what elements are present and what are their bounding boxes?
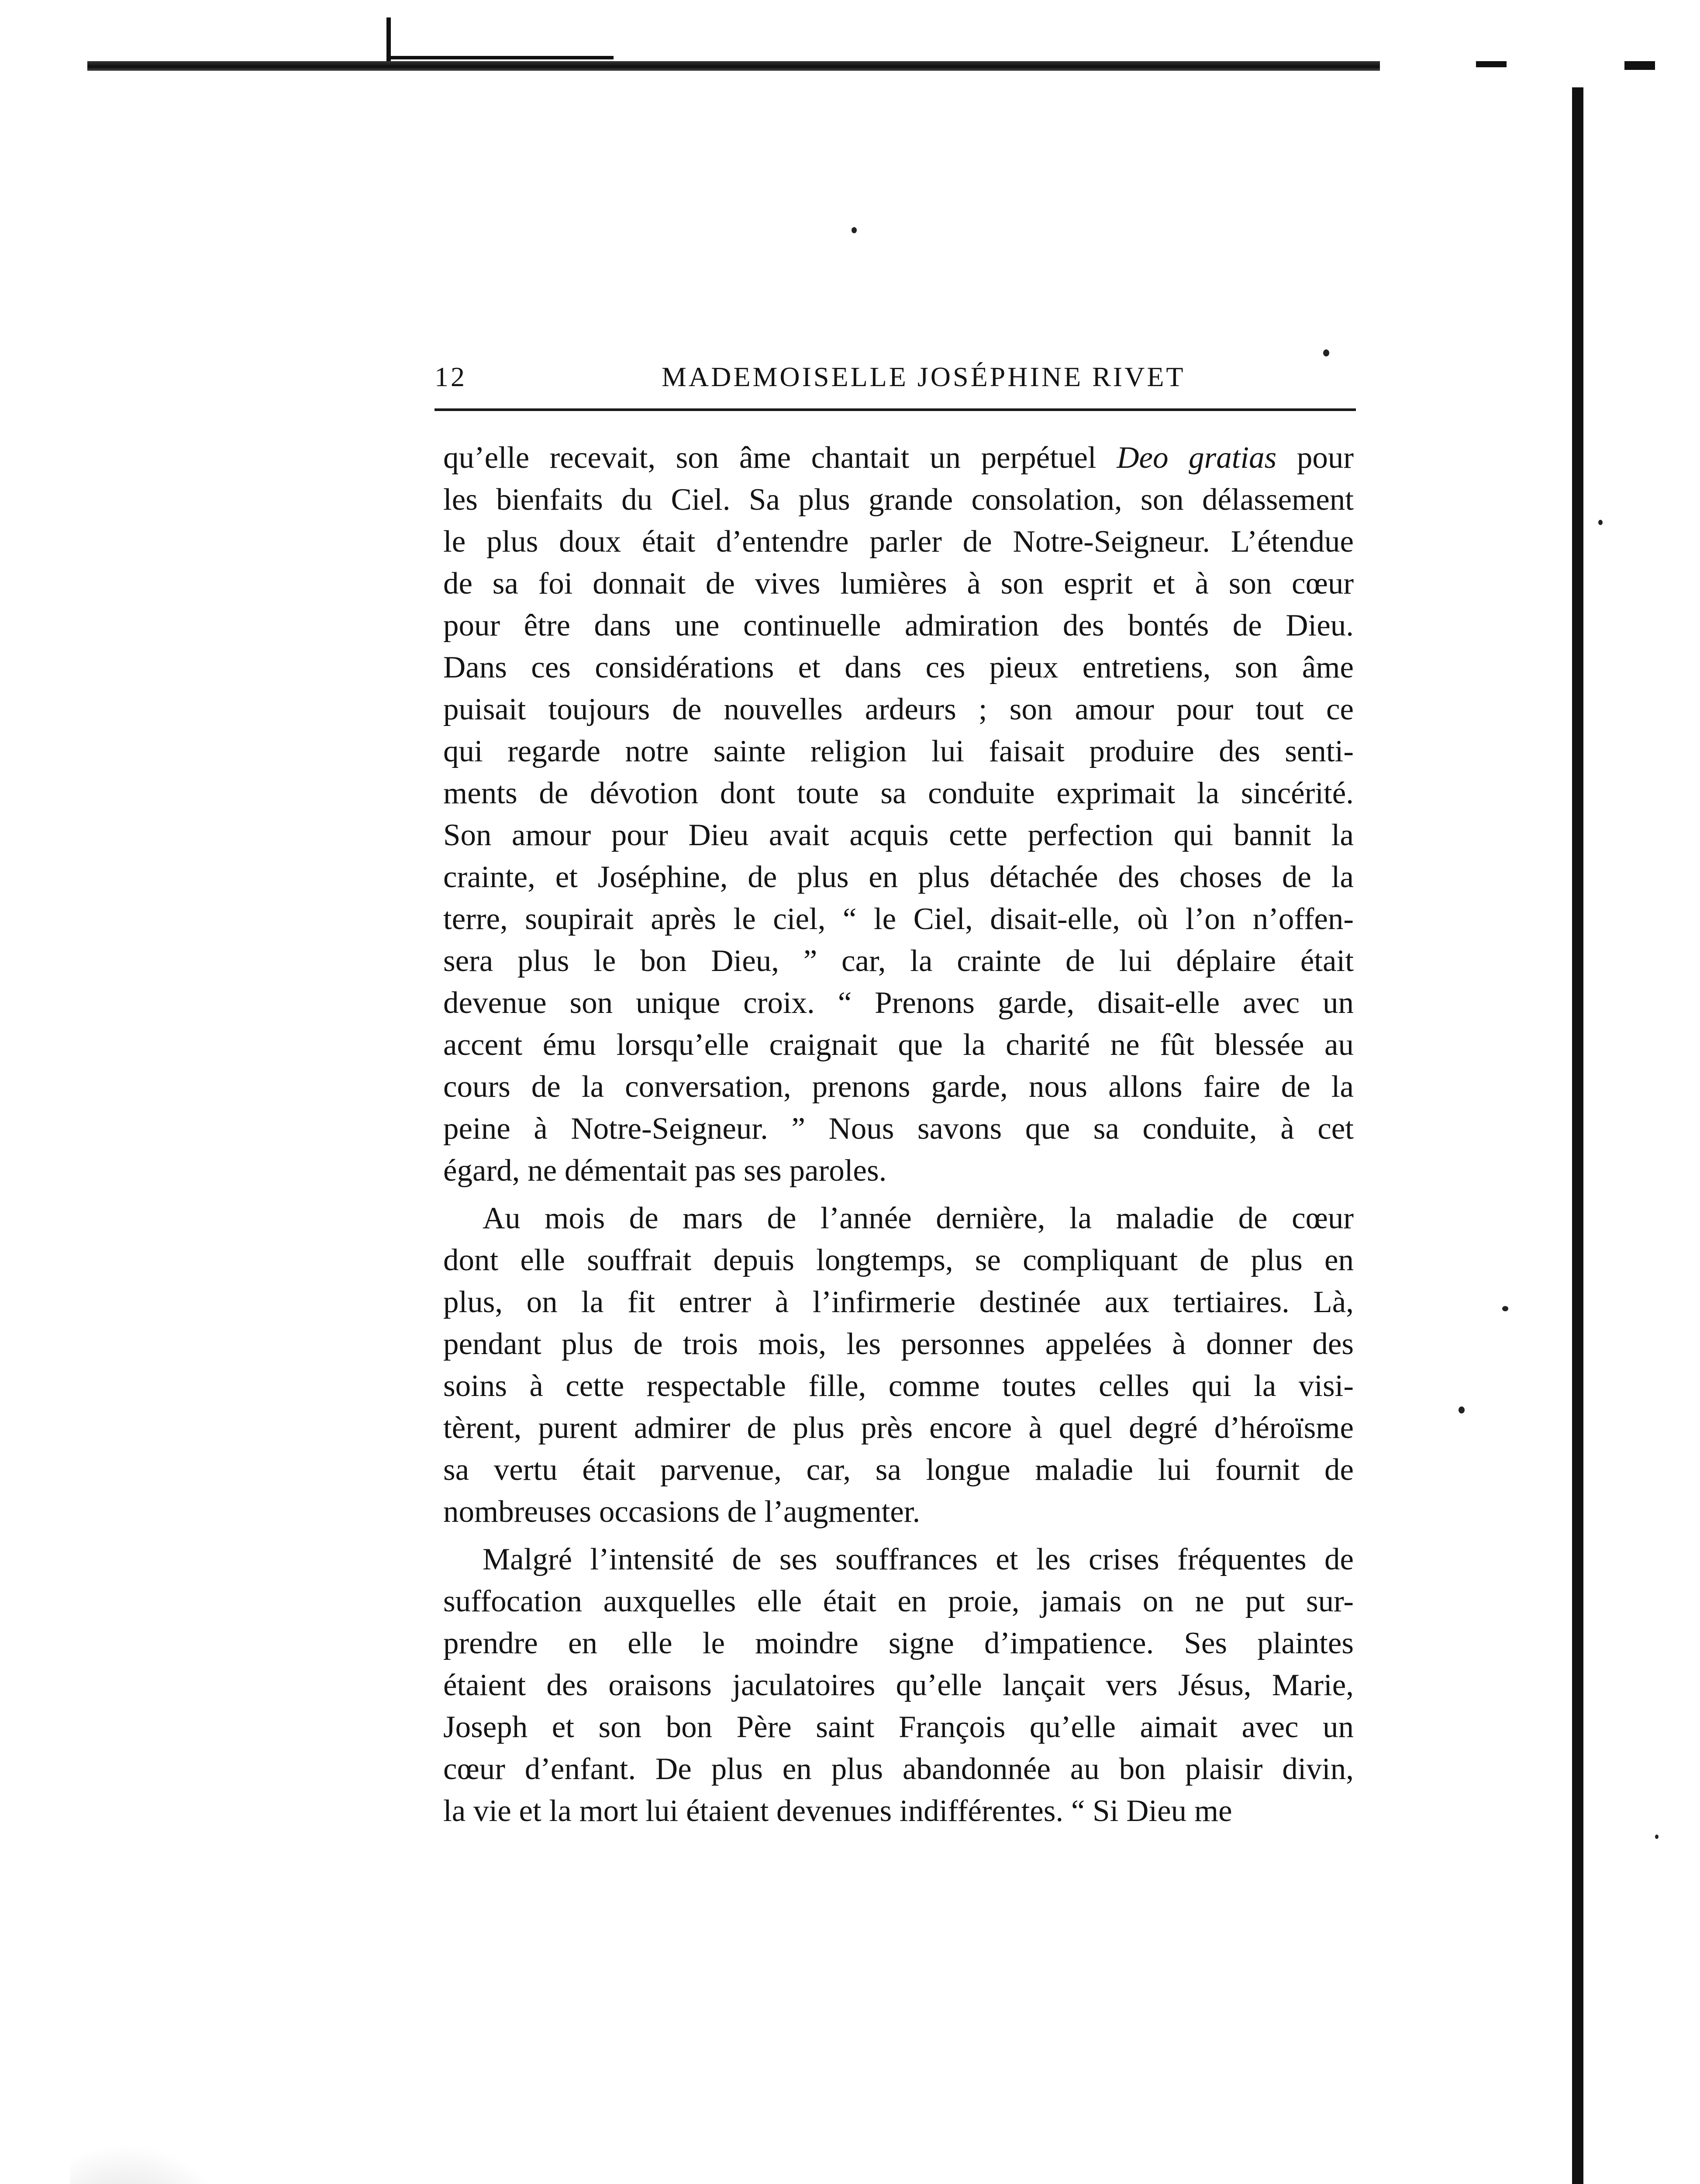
text-line: cœur d’enfant. De plus en plus abandonnée au bon plaisir divin,: [443, 1752, 1354, 1786]
scan-noise: [70, 2097, 253, 2184]
text-line: de sa foi donnait de vives lumières à son esprit et à son cœur: [443, 567, 1354, 601]
text-line: plus, on la fit entrer à l’infirmerie destinée aux tertiaires. Là,: [443, 1285, 1354, 1319]
scan-speck: [1459, 1406, 1465, 1413]
running-title: MADEMOISELLE JOSÉPHINE RIVET: [662, 361, 1186, 392]
text-line: ments de dévotion dont toute sa conduite exprimait la sincérité.: [443, 776, 1354, 810]
text-line: pour être dans une continuelle admiration des bontés de Dieu.: [443, 608, 1354, 643]
page-number: 12: [434, 361, 467, 392]
latin-phrase: Deo gratias: [1117, 441, 1277, 475]
text-line: dont elle souffrait depuis longtemps, se compliquant de plus en: [443, 1243, 1354, 1277]
scan-mark: [1476, 61, 1507, 67]
scan-speck: [1323, 349, 1329, 356]
text-line: terre, soupirait après le ciel, “ le Ciel, disait-elle, où l’on n’offen-: [443, 902, 1354, 936]
text-line: sa vertu était parvenue, car, sa longue maladie lui fournit de: [443, 1453, 1354, 1487]
text-line: Joseph et son bon Père saint François qu’elle aimait avec un: [443, 1710, 1354, 1744]
scan-border-right: [1572, 87, 1583, 2184]
text-line: crainte, et Joséphine, de plus en plus détachée des choses de la: [443, 860, 1354, 894]
scan-speck: [1598, 520, 1603, 525]
scan-speck: [852, 227, 857, 233]
running-head: [434, 361, 1356, 396]
text-line: pendant plus de trois mois, les personnes appelées à donner des: [443, 1327, 1354, 1361]
text-line: Dans ces considérations et dans ces pieux entretiens, son âme: [443, 650, 1354, 684]
text-line: Malgré l’intensité de ses souffrances et les crises fréquentes de: [483, 1542, 1354, 1576]
paragraph-3: [443, 1538, 1354, 1832]
text-line: devenue son unique croix. “ Prenons garde, disait-elle avec un: [443, 986, 1354, 1020]
text-line: peine à Notre-Seigneur. ” Nous savons que sa conduite, à cet: [443, 1112, 1354, 1146]
text-line: accent ému lorsqu’elle craignait que la charité ne fût blessée au: [443, 1028, 1354, 1062]
text-line: soins à cette respectable fille, comme toutes celles qui la visi-: [443, 1369, 1354, 1403]
body-text: [443, 437, 1354, 1832]
text-line: étaient des oraisons jaculatoires qu’elle lançait vers Jésus, Marie,: [443, 1668, 1354, 1702]
text-line: égard, ne démentait pas ses paroles.: [443, 1154, 887, 1188]
text-line: prendre en elle le moindre signe d’impatience. Ses plaintes: [443, 1626, 1354, 1660]
text-line: les bienfaits du Ciel. Sa plus grande consolation, son délassement: [443, 483, 1354, 517]
scan-speck: [1655, 1835, 1659, 1839]
paragraph-2: [443, 1197, 1354, 1533]
scan-mark: [386, 17, 391, 61]
text-line: la vie et la mort lui étaient devenues indifférentes. “ Si Dieu me: [443, 1794, 1232, 1828]
text-line: Son amour pour Dieu avait acquis cette perfection qui bannit la: [443, 818, 1354, 852]
text-line: qui regarde notre sainte religion lui faisait produire des senti-: [443, 734, 1354, 768]
scan-mark: [386, 56, 614, 59]
text-line: suffocation auxquelles elle était en proie, jamais on ne put sur-: [443, 1584, 1354, 1618]
text-line: tèrent, purent admirer de plus près encore à quel degré d’héroïsme: [443, 1411, 1354, 1445]
scan-speck: [1502, 1306, 1508, 1311]
text-line: sera plus le bon Dieu, ” car, la crainte de lui déplaire était: [443, 944, 1354, 978]
header-rule: [434, 408, 1356, 411]
scan-border-top: [87, 61, 1380, 71]
scan-mark: [1624, 61, 1655, 70]
text-line: nombreuses occasions de l’augmenter.: [443, 1495, 921, 1529]
text-line: Au mois de mars de l’année dernière, la maladie de cœur: [483, 1201, 1354, 1235]
paragraph-1: [443, 437, 1354, 1192]
text-line: puisait toujours de nouvelles ardeurs ; son amour pour tout ce: [443, 692, 1354, 726]
text-line: qu’elle recevait, son âme chantait un perpétuel Deo gratias pour: [443, 441, 1354, 475]
text-line: cours de la conversation, prenons garde, nous allons faire de la: [443, 1070, 1354, 1104]
text-line: le plus doux était d’entendre parler de Notre-Seigneur. L’étendue: [443, 525, 1354, 559]
